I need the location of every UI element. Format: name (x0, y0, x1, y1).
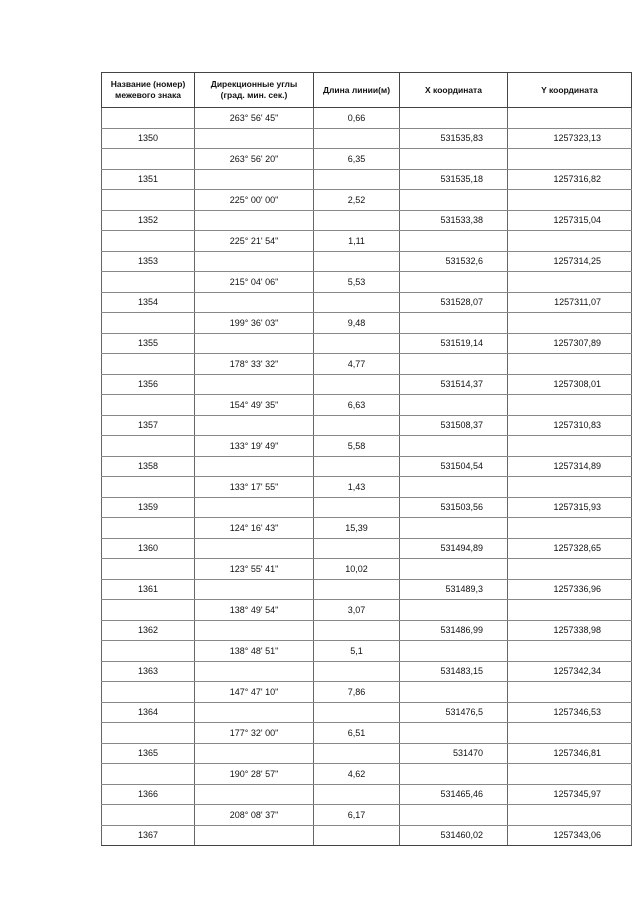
line-length-cell: 10,02 (314, 559, 400, 580)
direction-angle-cell: 124° 16' 43" (195, 518, 314, 539)
boundary-mark-cell (102, 190, 195, 211)
direction-angle-cell (195, 169, 314, 190)
boundary-mark-cell: 1352 (102, 210, 195, 231)
direction-angle-cell: 263° 56' 45" (195, 108, 314, 129)
y-coordinate-cell: 1257308,01 (508, 374, 632, 395)
table-row (102, 108, 632, 129)
y-coordinate-cell (508, 354, 632, 375)
boundary-mark-cell (102, 436, 195, 457)
x-coordinate-cell (400, 354, 508, 375)
line-length-cell (314, 374, 400, 395)
x-coordinate-cell (400, 272, 508, 293)
direction-angle-cell: 138° 49' 54" (195, 600, 314, 621)
line-length-cell (314, 456, 400, 477)
y-coordinate-cell (508, 805, 632, 826)
line-length-cell: 4,77 (314, 354, 400, 375)
x-coordinate-cell (400, 395, 508, 416)
line-length-cell (314, 497, 400, 518)
x-coordinate-cell: 531519,14 (400, 333, 508, 354)
line-length-cell: 3,07 (314, 600, 400, 621)
boundary-mark-cell (102, 231, 195, 252)
y-coordinate-cell (508, 190, 632, 211)
y-coordinate-cell: 1257338,98 (508, 620, 632, 641)
x-coordinate-cell (400, 190, 508, 211)
table-header (102, 73, 632, 108)
table-row (102, 620, 632, 641)
line-length-cell (314, 128, 400, 149)
boundary-mark-cell: 1351 (102, 169, 195, 190)
table-row (102, 661, 632, 682)
line-length-cell (314, 169, 400, 190)
table-row (102, 600, 632, 621)
direction-angle-cell (195, 497, 314, 518)
y-coordinate-cell: 1257316,82 (508, 169, 632, 190)
direction-angle-cell (195, 333, 314, 354)
y-coordinate-cell (508, 477, 632, 498)
boundary-mark-cell (102, 395, 195, 416)
line-length-cell: 5,58 (314, 436, 400, 457)
line-length-cell (314, 743, 400, 764)
y-coordinate-cell (508, 559, 632, 580)
table-body (102, 108, 632, 846)
x-coordinate-cell: 531460,02 (400, 825, 508, 846)
direction-angle-cell: 190° 28' 57" (195, 764, 314, 785)
table-row (102, 579, 632, 600)
x-coordinate-cell: 531483,15 (400, 661, 508, 682)
table-row (102, 477, 632, 498)
boundary-mark-cell (102, 313, 195, 334)
x-coordinate-cell: 531528,07 (400, 292, 508, 313)
line-length-cell (314, 415, 400, 436)
direction-angle-cell: 208° 08' 37" (195, 805, 314, 826)
table-row (102, 805, 632, 826)
x-coordinate-cell: 531494,89 (400, 538, 508, 559)
table-row (102, 231, 632, 252)
x-coordinate-cell (400, 313, 508, 334)
x-coordinate-cell: 531532,6 (400, 251, 508, 272)
x-coordinate-cell (400, 559, 508, 580)
y-coordinate-cell: 1257315,93 (508, 497, 632, 518)
header-direction-angle (195, 73, 314, 108)
table-row (102, 354, 632, 375)
line-length-cell: 6,51 (314, 723, 400, 744)
header-boundary-mark-line2: межевого знака (115, 90, 181, 100)
boundary-mark-cell: 1359 (102, 497, 195, 518)
line-length-cell: 6,63 (314, 395, 400, 416)
x-coordinate-cell (400, 477, 508, 498)
boundary-mark-cell (102, 477, 195, 498)
direction-angle-cell (195, 538, 314, 559)
x-coordinate-cell (400, 682, 508, 703)
direction-angle-cell: 263° 56' 20" (195, 149, 314, 170)
table-row (102, 702, 632, 723)
boundary-mark-cell: 1357 (102, 415, 195, 436)
line-length-cell: 4,62 (314, 764, 400, 785)
x-coordinate-cell: 531489,3 (400, 579, 508, 600)
boundary-mark-cell (102, 518, 195, 539)
boundary-mark-cell (102, 805, 195, 826)
direction-angle-cell (195, 661, 314, 682)
table-row (102, 518, 632, 539)
boundary-mark-cell: 1361 (102, 579, 195, 600)
y-coordinate-cell (508, 764, 632, 785)
line-length-cell: 15,39 (314, 518, 400, 539)
y-coordinate-cell: 1257314,25 (508, 251, 632, 272)
x-coordinate-cell (400, 231, 508, 252)
y-coordinate-cell: 1257311,07 (508, 292, 632, 313)
boundary-mark-cell: 1366 (102, 784, 195, 805)
table-row (102, 333, 632, 354)
y-coordinate-cell: 1257310,83 (508, 415, 632, 436)
direction-angle-cell (195, 702, 314, 723)
header-boundary-mark-line1: Название (номер) (110, 79, 186, 89)
table-row (102, 559, 632, 580)
line-length-cell (314, 210, 400, 231)
x-coordinate-cell (400, 723, 508, 744)
direction-angle-cell: 177° 32' 00" (195, 723, 314, 744)
boundary-mark-cell (102, 108, 195, 129)
boundary-mark-cell (102, 600, 195, 621)
line-length-cell: 1,43 (314, 477, 400, 498)
boundary-mark-cell: 1365 (102, 743, 195, 764)
boundary-mark-cell: 1363 (102, 661, 195, 682)
table-row (102, 128, 632, 149)
y-coordinate-cell (508, 682, 632, 703)
boundary-mark-cell: 1355 (102, 333, 195, 354)
y-coordinate-cell (508, 436, 632, 457)
table-row (102, 784, 632, 805)
line-length-cell: 1,11 (314, 231, 400, 252)
direction-angle-cell: 178° 33' 32" (195, 354, 314, 375)
y-coordinate-cell: 1257342,34 (508, 661, 632, 682)
table-row (102, 825, 632, 846)
direction-angle-cell: 123° 55' 41" (195, 559, 314, 580)
x-coordinate-cell: 531476,5 (400, 702, 508, 723)
header-boundary-mark (102, 73, 195, 108)
y-coordinate-cell: 1257323,13 (508, 128, 632, 149)
y-coordinate-cell (508, 395, 632, 416)
x-coordinate-cell: 531533,38 (400, 210, 508, 231)
y-coordinate-cell: 1257343,06 (508, 825, 632, 846)
x-coordinate-cell: 531503,56 (400, 497, 508, 518)
y-coordinate-cell: 1257346,81 (508, 743, 632, 764)
table-row (102, 538, 632, 559)
x-coordinate-cell (400, 641, 508, 662)
boundary-mark-cell (102, 559, 195, 580)
x-coordinate-cell: 531535,18 (400, 169, 508, 190)
line-length-cell: 5,1 (314, 641, 400, 662)
line-length-cell: 9,48 (314, 313, 400, 334)
boundary-mark-cell (102, 682, 195, 703)
table-row (102, 723, 632, 744)
x-coordinate-cell: 531504,54 (400, 456, 508, 477)
direction-angle-cell (195, 128, 314, 149)
boundary-mark-cell (102, 641, 195, 662)
direction-angle-cell: 133° 17' 55" (195, 477, 314, 498)
direction-angle-cell: 199° 36' 03" (195, 313, 314, 334)
table-row (102, 497, 632, 518)
x-coordinate-cell: 531465,46 (400, 784, 508, 805)
y-coordinate-cell: 1257328,65 (508, 538, 632, 559)
x-coordinate-cell (400, 436, 508, 457)
boundary-mark-cell (102, 723, 195, 744)
direction-angle-cell: 215° 04' 06" (195, 272, 314, 293)
boundary-mark-cell: 1358 (102, 456, 195, 477)
header-row (102, 73, 632, 108)
y-coordinate-cell: 1257315,04 (508, 210, 632, 231)
table-row (102, 292, 632, 313)
header-x-coordinate: X координата (400, 73, 508, 108)
direction-angle-cell (195, 415, 314, 436)
y-coordinate-cell: 1257336,96 (508, 579, 632, 600)
boundary-mark-cell: 1353 (102, 251, 195, 272)
table-row (102, 743, 632, 764)
direction-angle-cell (195, 210, 314, 231)
x-coordinate-cell (400, 764, 508, 785)
y-coordinate-cell (508, 723, 632, 744)
table-row (102, 395, 632, 416)
boundary-mark-cell: 1364 (102, 702, 195, 723)
direction-angle-cell (195, 784, 314, 805)
direction-angle-cell: 154° 49' 35" (195, 395, 314, 416)
table-row (102, 415, 632, 436)
line-length-cell (314, 538, 400, 559)
x-coordinate-cell (400, 805, 508, 826)
table-row (102, 764, 632, 785)
boundary-mark-cell: 1362 (102, 620, 195, 641)
boundary-mark-cell (102, 354, 195, 375)
x-coordinate-cell: 531535,83 (400, 128, 508, 149)
direction-angle-cell (195, 579, 314, 600)
line-length-cell (314, 702, 400, 723)
table-row (102, 456, 632, 477)
x-coordinate-cell: 531508,37 (400, 415, 508, 436)
line-length-cell: 6,17 (314, 805, 400, 826)
table-row (102, 149, 632, 170)
y-coordinate-cell (508, 600, 632, 621)
line-length-cell (314, 333, 400, 354)
x-coordinate-cell: 531470 (400, 743, 508, 764)
table-row (102, 210, 632, 231)
table-row (102, 436, 632, 457)
boundary-mark-cell: 1350 (102, 128, 195, 149)
direction-angle-cell (195, 292, 314, 313)
y-coordinate-cell (508, 641, 632, 662)
direction-angle-cell (195, 374, 314, 395)
table-row (102, 190, 632, 211)
line-length-cell (314, 784, 400, 805)
line-length-cell: 5,53 (314, 272, 400, 293)
x-coordinate-cell (400, 108, 508, 129)
line-length-cell: 6,35 (314, 149, 400, 170)
table-row (102, 641, 632, 662)
y-coordinate-cell (508, 518, 632, 539)
line-length-cell: 7,86 (314, 682, 400, 703)
direction-angle-cell: 147° 47' 10" (195, 682, 314, 703)
y-coordinate-cell (508, 272, 632, 293)
direction-angle-cell (195, 251, 314, 272)
table-row (102, 272, 632, 293)
table-row (102, 169, 632, 190)
line-length-cell: 2,52 (314, 190, 400, 211)
table-row (102, 251, 632, 272)
line-length-cell (314, 620, 400, 641)
header-direction-angle-line2: (град. мин. сек.) (220, 90, 288, 100)
boundary-mark-cell: 1367 (102, 825, 195, 846)
table-row (102, 374, 632, 395)
boundary-mark-cell: 1356 (102, 374, 195, 395)
y-coordinate-cell (508, 313, 632, 334)
direction-angle-cell: 225° 21' 54" (195, 231, 314, 252)
direction-angle-cell (195, 825, 314, 846)
direction-angle-cell (195, 743, 314, 764)
y-coordinate-cell: 1257314,89 (508, 456, 632, 477)
direction-angle-cell: 225° 00' 00" (195, 190, 314, 211)
x-coordinate-cell: 531514,37 (400, 374, 508, 395)
direction-angle-cell: 138° 48' 51" (195, 641, 314, 662)
boundary-mark-cell (102, 764, 195, 785)
line-length-cell (314, 251, 400, 272)
line-length-cell (314, 825, 400, 846)
direction-angle-cell (195, 456, 314, 477)
x-coordinate-cell (400, 149, 508, 170)
direction-angle-cell (195, 620, 314, 641)
table-row (102, 313, 632, 334)
y-coordinate-cell (508, 149, 632, 170)
x-coordinate-cell (400, 518, 508, 539)
y-coordinate-cell: 1257307,89 (508, 333, 632, 354)
x-coordinate-cell (400, 600, 508, 621)
line-length-cell (314, 292, 400, 313)
header-line-length: Длина линии(м) (314, 73, 400, 108)
boundary-mark-cell (102, 272, 195, 293)
table-row (102, 682, 632, 703)
y-coordinate-cell: 1257346,53 (508, 702, 632, 723)
header-direction-angle-line1: Дирекционные углы (210, 79, 298, 89)
y-coordinate-cell (508, 231, 632, 252)
line-length-cell (314, 579, 400, 600)
boundary-mark-cell (102, 149, 195, 170)
y-coordinate-cell (508, 108, 632, 129)
line-length-cell (314, 661, 400, 682)
line-length-cell: 0,66 (314, 108, 400, 129)
direction-angle-cell: 133° 19' 49" (195, 436, 314, 457)
x-coordinate-cell: 531486,99 (400, 620, 508, 641)
boundary-mark-cell: 1360 (102, 538, 195, 559)
y-coordinate-cell: 1257345,97 (508, 784, 632, 805)
header-y-coordinate: Y координата (508, 73, 632, 108)
coordinates-table (101, 72, 632, 846)
boundary-mark-cell: 1354 (102, 292, 195, 313)
